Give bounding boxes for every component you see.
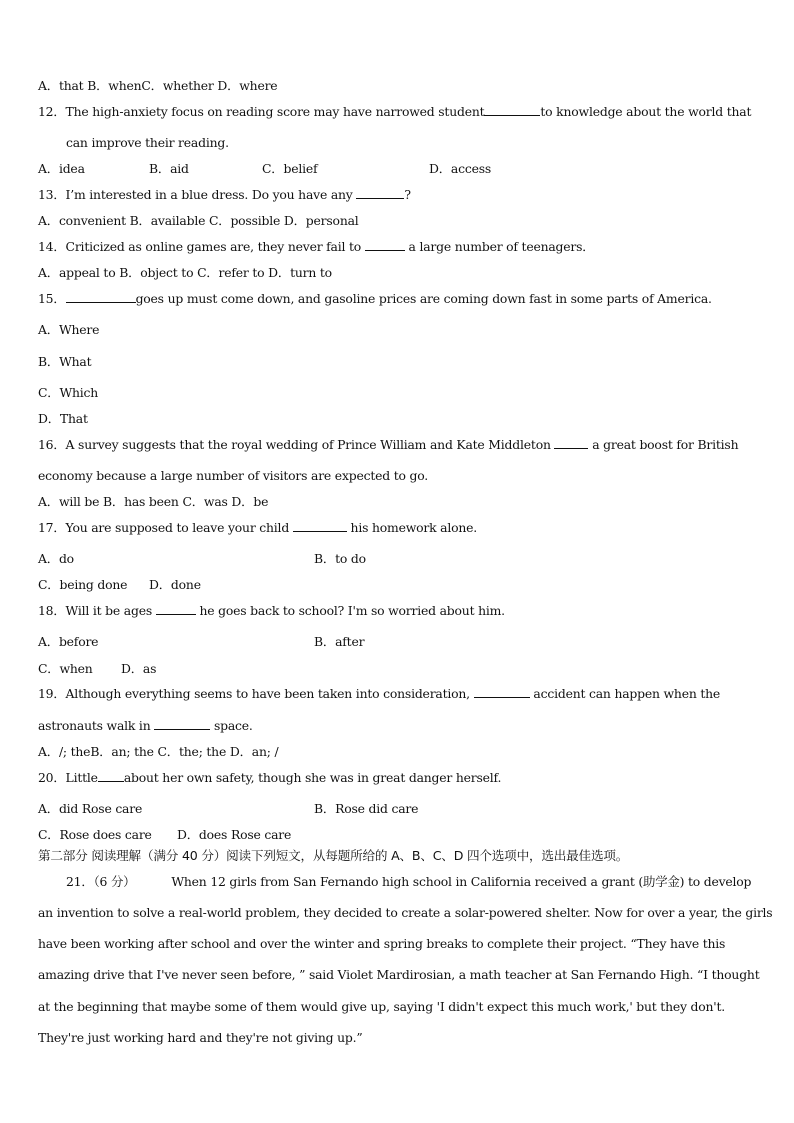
q16-stem-cont: economy because a large number of visitors are expected to go. xyxy=(38,468,429,483)
q20-stem-after: about her own safety, though she was in great danger herself. xyxy=(123,770,502,785)
passage-question-label: 21．（6 分） xyxy=(66,874,136,889)
q15-blank xyxy=(66,291,136,303)
q12-stem-before: 12．The high-anxiety focus on reading score may have narrowed student xyxy=(38,104,485,119)
q17-option-b: B．to do xyxy=(314,551,366,566)
q19-blank-2 xyxy=(154,718,210,730)
q12-option-a: A．idea xyxy=(38,161,85,176)
q19-stem xyxy=(38,686,720,702)
q18-blank xyxy=(156,603,196,615)
q16-stem-before: 16．A survey suggests that the royal wedding of Prince William and Kate Middleton xyxy=(38,437,555,452)
q17-stem xyxy=(38,520,477,536)
q14-stem-before: 14．Criticized as online games are, they never fail to xyxy=(38,239,365,254)
q17-option-d: D．done xyxy=(149,577,201,592)
q20-option-b: B．Rose did care xyxy=(314,801,419,816)
q19-cont-after: space. xyxy=(210,718,253,733)
q15-option-b: B．What xyxy=(38,354,92,369)
passage-line: They're just working hard and they're not giving up.” xyxy=(38,1030,363,1045)
passage-line: at the beginning that maybe some of them would give up, saying 'I didn't expect this much work,' but they don't. xyxy=(38,999,726,1014)
q16-blank xyxy=(554,437,588,449)
q20-option-a: A．did Rose care xyxy=(38,801,143,816)
q20-stem-before: 20．Little xyxy=(38,770,98,785)
q13-stem-before: 13．I’m interested in a blue dress. Do you have any xyxy=(38,187,357,202)
q18-stem-after: he goes back to school? I'm so worried about him. xyxy=(195,603,505,618)
q19-stem-after: accident can happen when the xyxy=(529,686,721,701)
q19-stem-cont xyxy=(38,718,253,734)
q17-option-c: C．being done xyxy=(38,577,128,592)
q13-blank xyxy=(356,187,404,199)
q12-option-b: B．aid xyxy=(149,161,189,176)
q17-blank xyxy=(293,520,347,532)
q17-stem-after: his homework alone. xyxy=(346,520,477,535)
q13-stem xyxy=(38,187,411,203)
q18-option-b: B．after xyxy=(314,634,365,649)
q12-blank xyxy=(484,104,540,116)
q20-option-c: C．Rose does care xyxy=(38,827,152,842)
q12-stem xyxy=(38,104,751,120)
q18-stem xyxy=(38,603,505,619)
q16-stem xyxy=(38,437,738,453)
q20-option-d: D．does Rose care xyxy=(177,827,292,842)
q17-stem-before: 17．You are supposed to leave your child xyxy=(38,520,293,535)
q16-options: A．will be B．has been C．was D．be xyxy=(38,494,269,509)
q15-stem-before: 15． xyxy=(38,291,66,306)
q15-option-c: C．Which xyxy=(38,385,99,400)
passage-line-text: When 12 girls from San Fernando high school in California received a grant (助学金) to develop xyxy=(171,874,752,889)
q19-blank-1 xyxy=(474,686,530,698)
q14-options: A．appeal to B．object to C．refer to D．turn to xyxy=(38,265,332,280)
q12-option-c: C．belief xyxy=(262,161,318,176)
q20-blank xyxy=(98,770,124,782)
q16-stem-after: a great boost for British xyxy=(588,437,739,452)
q20-stem xyxy=(38,770,501,786)
passage-line: amazing drive that I've never seen before, ” said Violet Mardirosian, a math teacher at San Fernando High. “I thought xyxy=(38,967,760,982)
q18-stem-before: 18．Will it be ages xyxy=(38,603,156,618)
section-header: 第二部分 阅读理解（满分 40 分）阅读下列短文，从每题所给的 A、B、C、D 四个选项中，选出最佳选项。 xyxy=(38,848,629,863)
q12-option-d: D．access xyxy=(429,161,492,176)
q15-stem xyxy=(38,291,712,307)
q11-options: A．that B．whenC．whether D．where xyxy=(38,78,278,93)
q18-option-a: A．before xyxy=(38,634,99,649)
passage-line: an invention to solve a real-world problem, they decided to create a solar-powered shelter. Now for over a year, the girls xyxy=(38,905,773,920)
q18-option-c: C．when xyxy=(38,661,93,676)
q15-option-a: A．Where xyxy=(38,322,100,337)
q18-option-d: D．as xyxy=(121,661,157,676)
q19-options: A．/; theB．an; the C．the; the D．an; / xyxy=(38,744,279,759)
q12-stem-after: to knowledge about the world that xyxy=(540,104,752,119)
q14-stem xyxy=(38,239,595,255)
q17-option-a: A．do xyxy=(38,551,74,566)
q13-stem-after: ? xyxy=(404,187,411,202)
q14-blank xyxy=(365,239,405,251)
q19-cont-before: astronauts walk in xyxy=(38,718,155,733)
q19-stem-before: 19．Although everything seems to have been taken into consideration, xyxy=(38,686,474,701)
q15-option-d: D．That xyxy=(38,411,88,426)
q13-options: A．convenient B．available C．possible D．personal xyxy=(38,213,359,228)
q14-stem-after: a large number of teenagers． xyxy=(404,239,595,254)
passage-line xyxy=(66,874,751,890)
q12-stem-cont: can improve their reading. xyxy=(66,135,229,150)
passage-line: have been working after school and over the winter and spring breaks to complete their project. “They have this xyxy=(38,936,726,951)
q15-stem-after: goes up must come down, and gasoline prices are coming down fast in some parts of America. xyxy=(135,291,712,306)
